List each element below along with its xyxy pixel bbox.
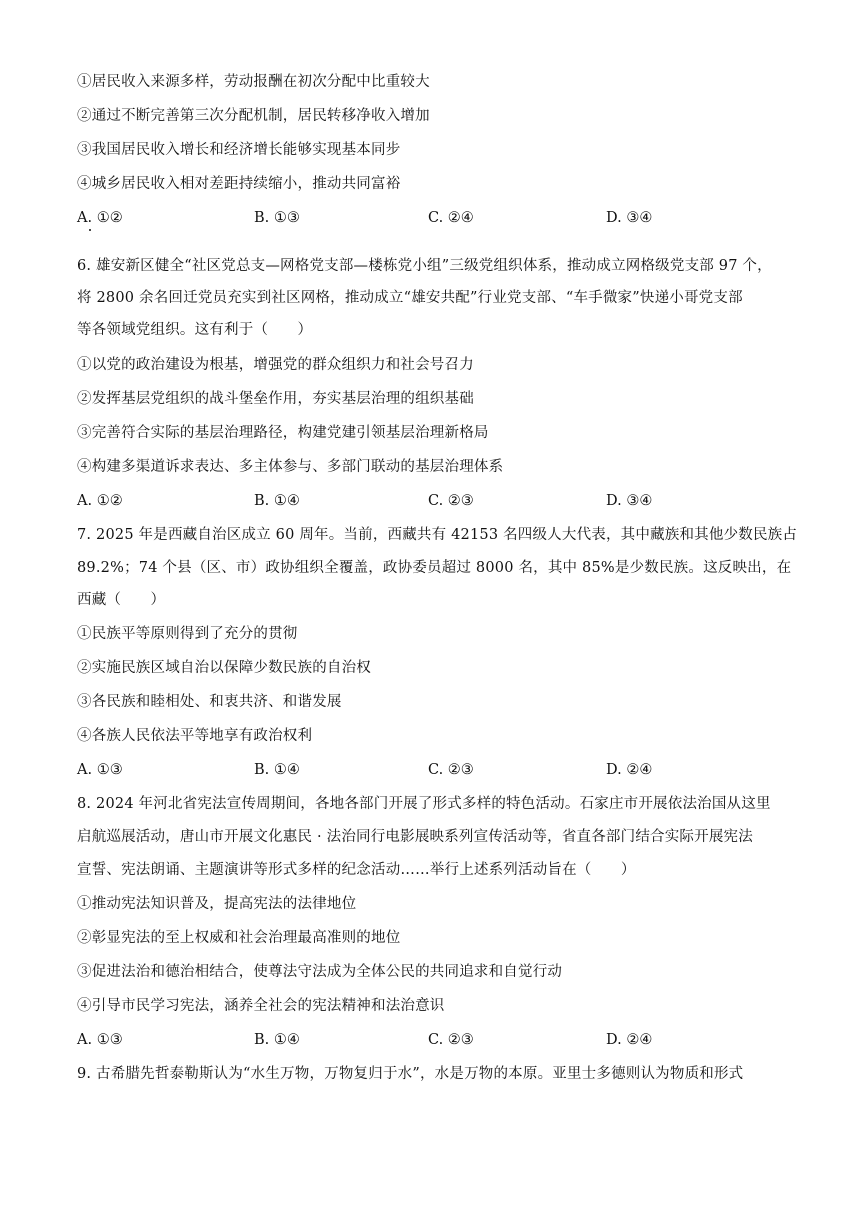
q8-stem-line-3: 宣誓、宪法朗诵、主题演讲等形式多样的纪念活动……举行上述系列活动旨在（ ）: [77, 862, 636, 878]
q6-option-a: A. ①②: [77, 493, 123, 509]
q6-option-d: D. ③④: [606, 493, 653, 509]
q5-statement-2: ②通过不断完善第三次分配机制，居民转移净收入增加: [77, 108, 430, 124]
q5-options: [77, 208, 793, 228]
q6-statement-3: ③完善符合实际的基层治理路径，构建党建引领基层治理新格局: [77, 425, 489, 441]
q9-stem-line-1: 9. 古希腊先哲泰勒斯认为“水生万物，万物复归于水”，水是万物的本原。亚里士多德则认为物质和形式: [77, 1066, 744, 1082]
q6-stem-line-2: 将 2800 余名回迁党员充实到社区网格，推动成立“雄安共配”行业党支部、“车手微家”快递小哥党支部: [77, 290, 743, 306]
q8-statement-1: ①推动宪法知识普及，提高宪法的法律地位: [77, 896, 357, 912]
q7-option-c: C. ②③: [428, 762, 474, 778]
q7-option-a: A. ①③: [77, 762, 123, 778]
q5-option-b: B. ①③: [254, 210, 300, 226]
q5-option-c: C. ②④: [428, 210, 474, 226]
q5-option-a: A. ①②: [77, 210, 123, 226]
q8-option-b: B. ①④: [254, 1032, 300, 1048]
q6-statement-4: ④构建多渠道诉求表达、多主体参与、多部门联动的基层治理体系: [77, 459, 504, 475]
q8-options: [77, 1030, 793, 1050]
q6-stem-line-1: 6. 雄安新区健全“社区党总支—网格党支部—楼栋党小组”三级党组织体系，推动成立网格级党支部 97 个，: [77, 258, 772, 274]
q6-options: [77, 491, 793, 511]
q8-statement-3: ③促进法治和德治相结合，使尊法守法成为全体公民的共同追求和自觉行动: [77, 964, 563, 980]
q8-stem-line-1: 8. 2024 年河北省宪法宣传周期间，各地各部门开展了形式多样的特色活动。石家庄市开展依法治国从这里: [77, 796, 771, 812]
q7-options: [77, 760, 793, 780]
q8-statement-4: ④引导市民学习宪法，涵养全社会的宪法精神和法治意识: [77, 998, 445, 1014]
q7-statement-1: ①民族平等原则得到了充分的贯彻: [77, 626, 298, 642]
q6-option-b: B. ①④: [254, 493, 300, 509]
q7-statement-4: ④各族人民依法平等地享有政治权利: [77, 728, 313, 744]
q7-stem-line-1: 7. 2025 年是西藏自治区成立 60 周年。当前，西藏共有 42153 名四级人大代表，其中藏族和其他少数民族占: [77, 527, 798, 543]
q8-option-c: C. ②③: [428, 1032, 474, 1048]
q7-option-d: D. ②④: [606, 762, 653, 778]
q5-statement-3: ③我国居民收入增长和经济增长能够实现基本同步: [77, 142, 401, 158]
q5-statement-1: ①居民收入来源多样，劳动报酬在初次分配中比重较大: [77, 74, 430, 90]
q6-option-c: C. ②③: [428, 493, 474, 509]
q5-option-d: D. ③④: [606, 210, 653, 226]
q7-stem-line-3: 西藏（ ）: [77, 592, 166, 608]
stray-dot-mark: [89, 229, 91, 231]
q7-statement-3: ③各民族和睦相处、和衷共济、和谐发展: [77, 694, 342, 710]
q5-statement-4: ④城乡居民收入相对差距持续缩小，推动共同富裕: [77, 176, 401, 192]
q8-option-d: D. ②④: [606, 1032, 653, 1048]
q7-statement-2: ②实施民族区域自治以保障少数民族的自治权: [77, 660, 371, 676]
q8-stem-line-2: 启航巡展活动，唐山市开展文化惠民 · 法治同行电影展映系列宣传活动等，省直各部门结合实际开展宪法: [77, 829, 753, 845]
q6-statement-2: ②发挥基层党组织的战斗堡垒作用，夯实基层治理的组织基础: [77, 391, 474, 407]
q6-stem-line-3: 等各领域党组织。这有利于（ ）: [77, 322, 313, 338]
q6-statement-1: ①以党的政治建设为根基，增强党的群众组织力和社会号召力: [77, 357, 474, 373]
q7-stem-line-2: 89.2%；74 个县（区、市）政协组织全覆盖，政协委员超过 8000 名，其中 85%是少数民族。这反映出，在: [77, 560, 792, 576]
q8-option-a: A. ①③: [77, 1032, 123, 1048]
q8-statement-2: ②彰显宪法的至上权威和社会治理最高准则的地位: [77, 930, 401, 946]
q7-option-b: B. ①④: [254, 762, 300, 778]
